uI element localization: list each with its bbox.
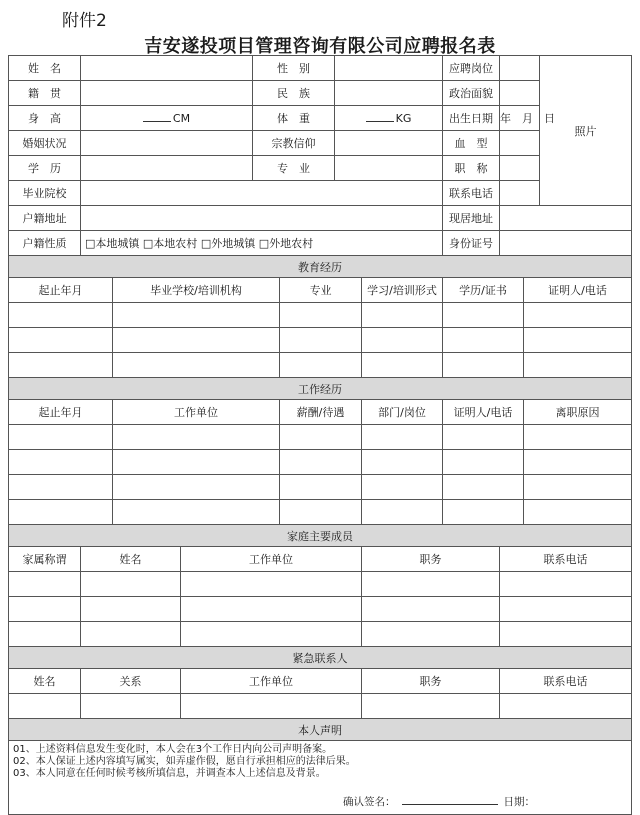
label-current-addr: 现居地址	[443, 206, 500, 231]
input-weight[interactable]	[335, 106, 443, 131]
emg-col-phone: 联系电话	[500, 669, 632, 694]
declaration-box	[9, 741, 632, 815]
fam-cell[interactable]	[500, 572, 632, 597]
label-position: 应聘岗位	[443, 56, 500, 81]
fam-col-relation: 家属称谓	[9, 547, 81, 572]
edu-col-degree: 学历/证书	[443, 278, 524, 303]
table-row	[9, 475, 632, 500]
edu-col-referee: 证明人/电话	[524, 278, 632, 303]
photo-label: 照片	[574, 124, 597, 138]
hukou-type-options	[81, 231, 443, 256]
emg-cell[interactable]	[500, 694, 632, 719]
section-family: 家庭主要成员	[9, 525, 632, 547]
input-education[interactable]	[81, 156, 253, 181]
work-cell[interactable]	[113, 450, 280, 475]
table-row	[9, 353, 632, 378]
work-cell[interactable]	[443, 425, 524, 450]
attachment-label: 附件2	[62, 11, 107, 31]
label-birth: 出生日期	[443, 106, 500, 131]
work-cell[interactable]	[362, 425, 443, 450]
input-major[interactable]	[335, 156, 443, 181]
fam-cell[interactable]	[362, 572, 500, 597]
edu-cell[interactable]	[524, 328, 632, 353]
signature-field[interactable]	[402, 794, 498, 805]
height-unit: CM	[172, 111, 191, 125]
input-religion[interactable]	[335, 131, 443, 156]
checkbox-other-urban[interactable]: □外地城镇	[200, 237, 256, 250]
input-id-no[interactable]	[500, 231, 632, 256]
declaration-line: 01、上述资料信息发生变化时，本人会在3个工作日内向公司声明备案。	[13, 744, 333, 755]
section-education: 教育经历	[9, 256, 632, 278]
application-form	[8, 55, 632, 815]
edu-cell[interactable]	[362, 353, 443, 378]
checkbox-local-rural[interactable]: □本地农村	[142, 237, 198, 250]
work-cell[interactable]	[280, 450, 362, 475]
emg-cell[interactable]	[181, 694, 362, 719]
table-row	[9, 425, 632, 450]
work-cell[interactable]	[443, 500, 524, 525]
checkbox-other-rural[interactable]: □外地农村	[258, 237, 314, 250]
edu-cell[interactable]	[280, 353, 362, 378]
edu-cell[interactable]	[9, 353, 113, 378]
work-cell[interactable]	[443, 450, 524, 475]
label-phone: 联系电话	[443, 181, 500, 206]
section-emergency: 紧急联系人	[9, 647, 632, 669]
label-school: 毕业院校	[9, 181, 81, 206]
work-cell[interactable]	[9, 500, 113, 525]
table-row	[9, 328, 632, 353]
label-marital: 婚姻状况	[9, 131, 81, 156]
emg-col-post: 职务	[362, 669, 500, 694]
label-native: 籍 贯	[9, 81, 81, 106]
fam-col-phone: 联系电话	[500, 547, 632, 572]
date-label: 日期：	[503, 796, 536, 808]
work-cell[interactable]	[9, 425, 113, 450]
fam-col-company: 工作单位	[181, 547, 362, 572]
input-hukou-addr[interactable]	[81, 206, 443, 231]
work-cell[interactable]	[524, 475, 632, 500]
edu-col-form: 学习/培训形式	[362, 278, 443, 303]
checkbox-local-urban[interactable]: □本地城镇	[85, 237, 140, 250]
work-cell[interactable]	[113, 500, 280, 525]
work-cell[interactable]	[280, 425, 362, 450]
work-cell[interactable]	[9, 475, 113, 500]
work-cell[interactable]	[9, 450, 113, 475]
input-birth[interactable]: 年 月 日	[500, 106, 540, 131]
edu-cell[interactable]	[9, 303, 113, 328]
work-cell[interactable]	[113, 425, 280, 450]
edu-cell[interactable]	[280, 328, 362, 353]
input-current-addr[interactable]	[500, 206, 632, 231]
work-col-salary: 薪酬/待遇	[280, 400, 362, 425]
work-cell[interactable]	[362, 475, 443, 500]
input-phone[interactable]	[500, 181, 540, 206]
edu-cell[interactable]	[443, 353, 524, 378]
work-col-dept: 部门/岗位	[362, 400, 443, 425]
edu-cell[interactable]	[362, 328, 443, 353]
edu-cell[interactable]	[113, 328, 280, 353]
fam-cell[interactable]	[9, 572, 81, 597]
input-name[interactable]	[81, 56, 253, 81]
label-gender: 性 别	[253, 56, 335, 81]
label-major: 专 业	[253, 156, 335, 181]
label-name: 姓 名	[9, 56, 81, 81]
input-height[interactable]	[81, 106, 253, 131]
page-title: 吉安遂投项目管理咨询有限公司应聘报名表	[144, 36, 496, 57]
work-cell[interactable]	[362, 500, 443, 525]
emg-col-relation: 关系	[81, 669, 181, 694]
input-gender[interactable]	[335, 56, 443, 81]
declaration-line: 03、本人同意在任何时候考核所填信息，并调查本人上述信息及背景。	[13, 768, 326, 779]
work-col-period: 起止年月	[9, 400, 113, 425]
input-school[interactable]	[81, 181, 443, 206]
fam-cell[interactable]	[500, 622, 632, 647]
edu-cell[interactable]	[524, 353, 632, 378]
section-work: 工作经历	[9, 378, 632, 400]
input-marital[interactable]	[81, 131, 253, 156]
fam-cell[interactable]	[9, 597, 81, 622]
fam-cell[interactable]	[362, 597, 500, 622]
fam-col-post: 职务	[362, 547, 500, 572]
work-col-company: 工作单位	[113, 400, 280, 425]
input-position[interactable]	[500, 56, 540, 81]
label-political: 政治面貌	[443, 81, 500, 106]
edu-col-major: 专业	[280, 278, 362, 303]
edu-col-school: 毕业学校/培训机构	[113, 278, 280, 303]
input-political[interactable]	[500, 81, 540, 106]
emg-col-name: 姓名	[9, 669, 81, 694]
photo-box[interactable]	[540, 56, 632, 206]
declaration-line: 02、本人保证上述内容填写属实，如弄虚作假，愿自行承担相应的法律后果。	[13, 756, 356, 767]
signature-area	[343, 794, 535, 808]
table-row	[9, 622, 632, 647]
weight-unit: KG	[395, 111, 412, 125]
work-cell[interactable]	[280, 475, 362, 500]
emg-cell[interactable]	[9, 694, 81, 719]
input-ethnic[interactable]	[335, 81, 443, 106]
fam-cell[interactable]	[81, 622, 181, 647]
label-religion: 宗教信仰	[253, 131, 335, 156]
work-cell[interactable]	[443, 475, 524, 500]
fam-cell[interactable]	[181, 622, 362, 647]
fam-cell[interactable]	[81, 597, 181, 622]
edu-cell[interactable]	[9, 328, 113, 353]
edu-cell[interactable]	[362, 303, 443, 328]
edu-cell[interactable]	[280, 303, 362, 328]
fam-cell[interactable]	[500, 597, 632, 622]
work-cell[interactable]	[524, 450, 632, 475]
section-declaration: 本人声明	[9, 719, 632, 741]
work-cell[interactable]	[524, 500, 632, 525]
table-row	[9, 500, 632, 525]
work-cell[interactable]	[524, 425, 632, 450]
table-row	[9, 597, 632, 622]
label-blood: 血 型	[443, 131, 500, 156]
work-cell[interactable]	[113, 475, 280, 500]
fam-cell[interactable]	[362, 622, 500, 647]
label-title: 职 称	[443, 156, 500, 181]
work-col-reason: 离职原因	[524, 400, 632, 425]
table-row	[9, 450, 632, 475]
label-ethnic: 民 族	[253, 81, 335, 106]
work-col-referee: 证明人/电话	[443, 400, 524, 425]
weight-blank	[366, 112, 394, 122]
label-height: 身 高	[9, 106, 81, 131]
edu-cell[interactable]	[443, 303, 524, 328]
emg-col-company: 工作单位	[181, 669, 362, 694]
label-weight: 体 重	[253, 106, 335, 131]
edu-cell[interactable]	[113, 303, 280, 328]
emg-cell[interactable]	[81, 694, 181, 719]
label-hukou-type: 户籍性质	[9, 231, 81, 256]
input-blood[interactable]	[500, 131, 540, 156]
fam-col-name: 姓名	[81, 547, 181, 572]
table-row	[9, 572, 632, 597]
label-education: 学 历	[9, 156, 81, 181]
input-native[interactable]	[81, 81, 253, 106]
edu-cell[interactable]	[113, 353, 280, 378]
fam-cell[interactable]	[181, 572, 362, 597]
work-cell[interactable]	[362, 450, 443, 475]
edu-cell[interactable]	[443, 328, 524, 353]
edu-cell[interactable]	[524, 303, 632, 328]
label-hukou-addr: 户籍地址	[9, 206, 81, 231]
edu-col-period: 起止年月	[9, 278, 113, 303]
height-blank	[143, 112, 171, 122]
fam-cell[interactable]	[9, 622, 81, 647]
work-cell[interactable]	[280, 500, 362, 525]
signature-label: 确认签名：	[343, 796, 396, 808]
fam-cell[interactable]	[81, 572, 181, 597]
table-row	[9, 303, 632, 328]
input-title[interactable]	[500, 156, 540, 181]
label-id-no: 身份证号	[443, 231, 500, 256]
table-row	[9, 694, 632, 719]
fam-cell[interactable]	[181, 597, 362, 622]
emg-cell[interactable]	[362, 694, 500, 719]
